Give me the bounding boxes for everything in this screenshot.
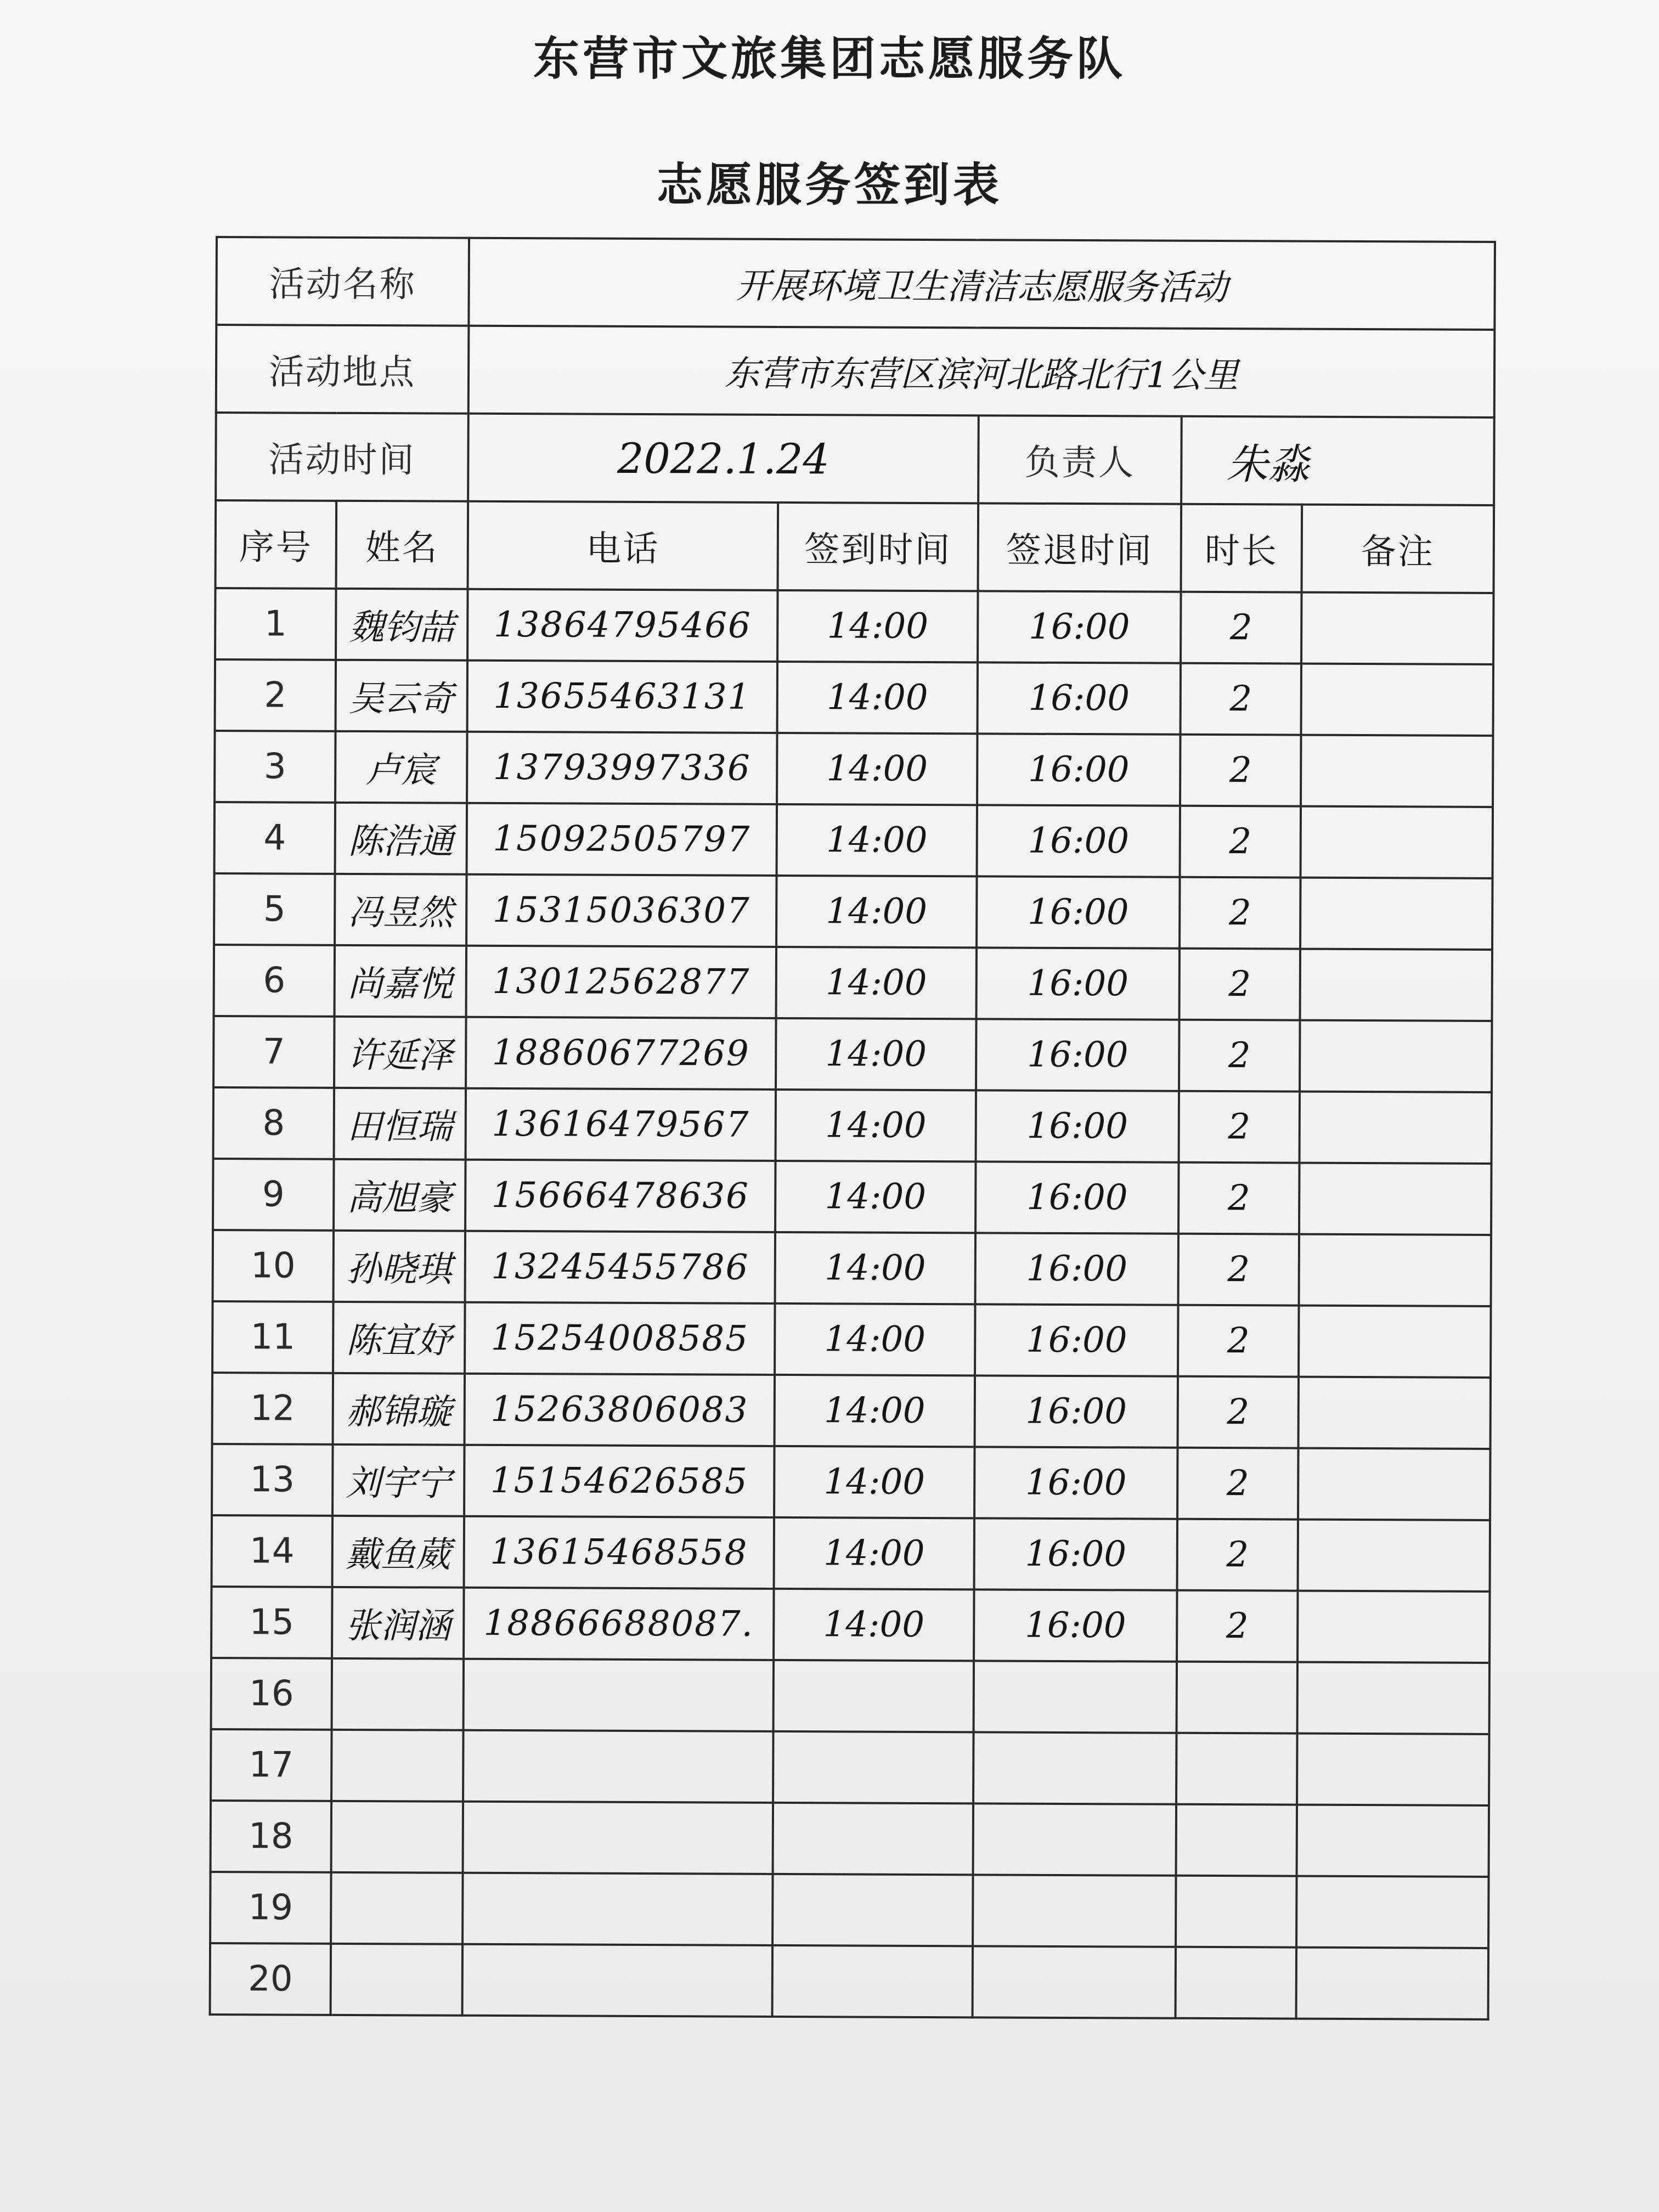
duration-hours: 2 xyxy=(1177,1448,1298,1520)
duration-hours xyxy=(1177,1662,1297,1734)
activity-place-row xyxy=(216,325,1495,417)
note-cell xyxy=(1300,1092,1492,1164)
volunteer-phone: 15254008585 xyxy=(465,1302,775,1375)
duration-hours: 2 xyxy=(1181,592,1301,664)
col-header-no: 序号 xyxy=(216,500,337,589)
duration-hours: 2 xyxy=(1178,1163,1299,1234)
sign-in-time: 14:00 xyxy=(775,1304,975,1375)
volunteer-name: 郝锦璇 xyxy=(333,1373,465,1445)
sign-in-time: 14:00 xyxy=(776,947,977,1019)
volunteer-name: 魏钧喆 xyxy=(336,589,467,661)
duration-hours: 2 xyxy=(1180,877,1300,949)
volunteer-name: 卢宸 xyxy=(335,731,467,803)
volunteer-phone xyxy=(464,1659,774,1731)
volunteer-name: 高旭豪 xyxy=(334,1159,465,1231)
row-number: 4 xyxy=(215,802,335,874)
org-title: 东营市文旅集团志愿服务队 xyxy=(533,32,1126,86)
duration-hours: 2 xyxy=(1177,1519,1298,1591)
col-header-note: 备注 xyxy=(1302,505,1494,593)
row-number: 2 xyxy=(215,659,336,731)
duration-hours: 2 xyxy=(1180,806,1301,878)
activity-place-label: 活动地点 xyxy=(216,325,469,414)
note-cell xyxy=(1299,1234,1491,1306)
duration-hours xyxy=(1176,1876,1296,1948)
volunteer-name: 刘宇宁 xyxy=(332,1444,464,1516)
volunteer-phone: 15263806083 xyxy=(465,1374,775,1446)
volunteer-name xyxy=(331,1872,462,1944)
volunteer-name: 尚嘉悦 xyxy=(335,945,466,1017)
row-number: 5 xyxy=(214,873,335,945)
sign-out-time: 16:00 xyxy=(974,1447,1177,1519)
volunteer-phone: 15666478636 xyxy=(465,1160,775,1232)
sign-in-time xyxy=(772,1945,973,2017)
row-number: 10 xyxy=(213,1230,334,1302)
sign-in-time: 14:00 xyxy=(775,1161,975,1233)
sign-in-time: 14:00 xyxy=(774,1517,974,1589)
volunteer-name: 孙晓琪 xyxy=(334,1231,465,1302)
table-row xyxy=(213,1016,1492,1092)
table-row xyxy=(212,1444,1490,1520)
note-cell xyxy=(1298,1520,1490,1592)
sign-in-time: 14:00 xyxy=(776,1018,976,1090)
sign-in-time xyxy=(773,1731,973,1803)
volunteer-name xyxy=(331,1944,462,2016)
note-cell xyxy=(1301,735,1493,807)
col-header-hours: 时长 xyxy=(1181,504,1302,592)
volunteer-name xyxy=(331,1730,463,1802)
note-cell xyxy=(1297,1734,1489,1805)
attendance-rows xyxy=(210,588,1494,2019)
leader-value: 朱淼 xyxy=(1181,416,1494,505)
duration-hours: 2 xyxy=(1180,735,1301,806)
sign-out-time: 16:00 xyxy=(978,591,1181,663)
table-row xyxy=(213,1230,1491,1306)
table-row xyxy=(215,588,1493,664)
row-number: 16 xyxy=(211,1658,332,1730)
sign-in-time xyxy=(772,1874,973,1946)
sign-out-time: 16:00 xyxy=(978,662,1181,734)
volunteer-name: 田恒瑞 xyxy=(334,1088,466,1160)
row-number: 17 xyxy=(211,1729,331,1801)
table-row xyxy=(211,1801,1489,1877)
sign-in-time: 14:00 xyxy=(777,590,978,662)
sign-out-time: 16:00 xyxy=(974,1518,1177,1590)
duration-hours xyxy=(1176,1947,1296,2019)
volunteer-name: 戴鱼葳 xyxy=(332,1516,464,1588)
row-number: 19 xyxy=(210,1872,331,1944)
sign-out-time: 16:00 xyxy=(975,1375,1178,1447)
note-cell xyxy=(1300,949,1492,1021)
duration-hours: 2 xyxy=(1179,1020,1300,1092)
activity-place-value: 东营市东营区滨河北路北行1公里 xyxy=(469,326,1495,417)
row-number: 18 xyxy=(211,1801,331,1872)
table-row xyxy=(214,945,1492,1021)
table-row xyxy=(210,1872,1488,1948)
table-row xyxy=(215,802,1493,878)
table-row xyxy=(214,873,1492,950)
col-header-sign-in: 签到时间 xyxy=(778,503,979,591)
volunteer-name: 吴云奇 xyxy=(336,660,467,732)
table-row xyxy=(210,1943,1488,2019)
sign-in-time xyxy=(774,1660,974,1732)
duration-hours: 2 xyxy=(1178,1305,1299,1377)
sign-in-time: 14:00 xyxy=(777,804,977,876)
table-row xyxy=(213,1087,1492,1164)
activity-time-label: 活动时间 xyxy=(216,413,469,501)
volunteer-phone: 13616479567 xyxy=(466,1088,776,1161)
sign-out-time xyxy=(973,1732,1176,1804)
duration-hours: 2 xyxy=(1179,1091,1300,1163)
row-number: 1 xyxy=(215,588,336,660)
sign-in-time: 14:00 xyxy=(774,1446,974,1518)
col-header-name: 姓名 xyxy=(336,501,469,589)
note-cell xyxy=(1299,1377,1491,1449)
volunteer-phone: 13012562877 xyxy=(466,946,776,1018)
note-cell xyxy=(1296,1876,1488,1948)
row-number: 13 xyxy=(212,1444,332,1516)
volunteer-name: 张润涵 xyxy=(332,1587,464,1659)
sign-out-time: 16:00 xyxy=(976,1090,1179,1162)
sign-out-time xyxy=(973,1946,1176,2018)
sign-in-time: 14:00 xyxy=(776,1090,976,1161)
activity-time-value: 2022.1.24 xyxy=(468,414,979,504)
row-number: 8 xyxy=(213,1087,334,1159)
volunteer-phone: 18860677269 xyxy=(466,1017,776,1090)
duration-hours xyxy=(1176,1804,1297,1876)
note-cell xyxy=(1301,806,1493,878)
note-cell xyxy=(1300,1020,1492,1092)
sign-in-time: 14:00 xyxy=(775,1232,975,1304)
volunteer-phone: 13615468558 xyxy=(464,1516,774,1589)
volunteer-phone: 15315036307 xyxy=(466,874,776,947)
volunteer-name: 冯昱然 xyxy=(335,874,466,946)
row-number: 9 xyxy=(213,1159,334,1231)
table-row xyxy=(212,1301,1491,1378)
table-row xyxy=(212,1373,1491,1449)
table-row xyxy=(215,731,1493,807)
volunteer-name xyxy=(332,1658,464,1730)
note-cell xyxy=(1298,1448,1490,1520)
volunteer-phone: 13793997336 xyxy=(467,732,777,804)
col-header-phone: 电话 xyxy=(468,501,778,590)
volunteer-phone xyxy=(462,1873,772,1945)
sign-out-time: 16:00 xyxy=(977,733,1180,805)
row-number: 12 xyxy=(212,1373,333,1444)
activity-name-row xyxy=(216,237,1495,330)
volunteer-name: 陈浩通 xyxy=(335,803,467,874)
note-cell xyxy=(1301,664,1493,736)
activity-name-label: 活动名称 xyxy=(216,237,469,326)
sign-in-time: 14:00 xyxy=(775,1375,975,1447)
note-cell xyxy=(1297,1805,1489,1877)
sign-in-time: 14:00 xyxy=(777,662,978,733)
duration-hours: 2 xyxy=(1177,1590,1297,1662)
col-header-sign-out: 签退时间 xyxy=(978,503,1182,591)
volunteer-phone: 18866688087. xyxy=(464,1588,774,1660)
row-number: 20 xyxy=(210,1943,331,2015)
leader-label: 负责人 xyxy=(978,415,1182,504)
row-number: 15 xyxy=(211,1587,332,1658)
sign-out-time xyxy=(973,1875,1176,1946)
row-number: 14 xyxy=(212,1515,332,1587)
row-number: 3 xyxy=(215,731,335,803)
table-row xyxy=(211,1729,1489,1805)
volunteer-phone: 15092505797 xyxy=(467,803,777,876)
note-cell xyxy=(1301,592,1493,664)
activity-time-row xyxy=(216,413,1494,505)
volunteer-name xyxy=(331,1801,463,1873)
volunteer-phone xyxy=(463,1802,773,1874)
volunteer-name: 陈宜妤 xyxy=(333,1302,465,1374)
form-title: 志愿服务签到表 xyxy=(656,158,1002,212)
sign-out-time: 16:00 xyxy=(977,876,1180,948)
table-row xyxy=(215,659,1493,736)
sign-out-time: 16:00 xyxy=(975,1233,1178,1305)
volunteer-phone: 13245455786 xyxy=(465,1231,775,1304)
duration-hours: 2 xyxy=(1181,663,1301,735)
table-row xyxy=(212,1515,1490,1592)
volunteer-phone: 13655463131 xyxy=(467,661,777,733)
sign-in-form xyxy=(209,236,1494,2000)
volunteer-name: 许延泽 xyxy=(334,1017,466,1088)
note-cell xyxy=(1299,1306,1491,1378)
note-cell xyxy=(1297,1662,1489,1734)
note-cell xyxy=(1299,1163,1491,1235)
table-row xyxy=(211,1587,1489,1663)
row-number: 11 xyxy=(212,1301,333,1373)
volunteer-phone: 15154626585 xyxy=(464,1445,774,1517)
column-header-row xyxy=(216,500,1494,593)
sign-out-time: 16:00 xyxy=(975,1161,1178,1233)
table-row xyxy=(211,1658,1489,1734)
sign-out-time xyxy=(974,1661,1177,1733)
note-cell xyxy=(1297,1591,1489,1663)
sign-out-time: 16:00 xyxy=(974,1589,1177,1661)
row-number: 7 xyxy=(213,1016,334,1088)
sign-in-time: 14:00 xyxy=(777,733,977,805)
table-row xyxy=(213,1159,1491,1235)
row-number: 6 xyxy=(214,945,335,1017)
volunteer-phone xyxy=(463,1730,773,1803)
sign-in-table xyxy=(209,236,1496,2021)
sign-out-time: 16:00 xyxy=(976,1019,1179,1091)
duration-hours: 2 xyxy=(1180,949,1300,1020)
sign-out-time xyxy=(973,1803,1176,1875)
duration-hours: 2 xyxy=(1178,1234,1299,1306)
sign-in-time xyxy=(773,1803,973,1875)
volunteer-phone: 13864795466 xyxy=(467,589,777,662)
sign-out-time: 16:00 xyxy=(975,1304,1178,1376)
note-cell xyxy=(1296,1948,1488,2019)
duration-hours xyxy=(1176,1733,1297,1805)
sign-in-time: 14:00 xyxy=(776,876,977,947)
sign-in-time: 14:00 xyxy=(774,1589,974,1661)
duration-hours: 2 xyxy=(1178,1376,1299,1448)
note-cell xyxy=(1300,878,1492,950)
volunteer-phone xyxy=(462,1944,772,2017)
sign-out-time: 16:00 xyxy=(977,947,1180,1019)
sign-out-time: 16:00 xyxy=(977,805,1180,877)
activity-name-value: 开展环境卫生清洁志愿服务活动 xyxy=(469,238,1495,330)
